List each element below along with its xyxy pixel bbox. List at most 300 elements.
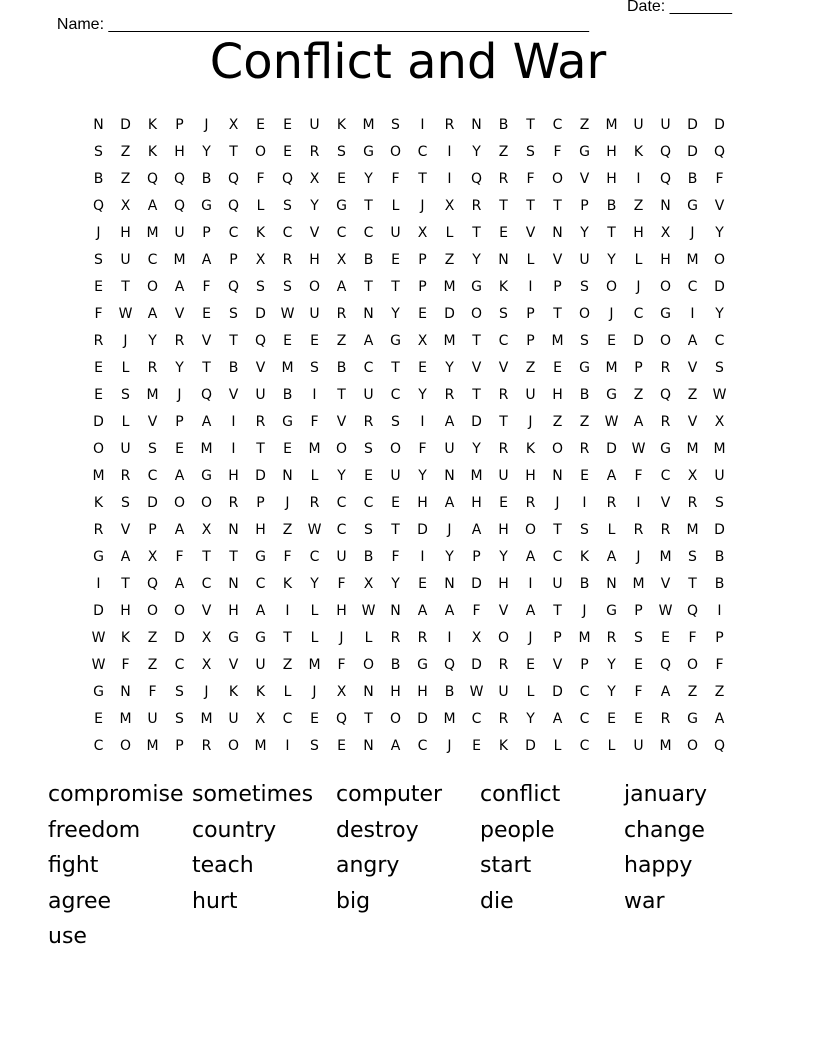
grid-cell[interactable]: C: [147, 468, 158, 484]
grid-cell[interactable]: U: [363, 387, 374, 403]
grid-cell[interactable]: U: [498, 684, 509, 700]
grid-cell[interactable]: G: [606, 387, 617, 403]
grid-cell[interactable]: M: [362, 117, 375, 133]
grid-cell[interactable]: G: [390, 333, 401, 349]
grid-cell[interactable]: S: [391, 414, 400, 430]
grid-cell[interactable]: H: [120, 603, 131, 619]
grid-cell[interactable]: C: [579, 738, 590, 754]
grid-cell[interactable]: E: [418, 360, 427, 376]
grid-cell[interactable]: C: [417, 144, 428, 160]
grid-cell[interactable]: H: [174, 144, 185, 160]
grid-cell[interactable]: Q: [227, 171, 240, 187]
grid-cell[interactable]: E: [553, 360, 562, 376]
grid-cell[interactable]: B: [687, 171, 698, 187]
grid-cell[interactable]: R: [525, 495, 536, 511]
grid-cell[interactable]: R: [660, 414, 671, 430]
grid-cell[interactable]: L: [634, 252, 643, 268]
grid-cell[interactable]: P: [256, 495, 265, 511]
grid-cell[interactable]: E: [283, 333, 292, 349]
grid-cell[interactable]: Q: [254, 333, 267, 349]
grid-cell[interactable]: C: [93, 738, 104, 754]
grid-cell[interactable]: F: [310, 414, 319, 430]
grid-cell[interactable]: M: [686, 252, 699, 268]
grid-cell[interactable]: S: [148, 441, 157, 457]
grid-cell[interactable]: M: [470, 468, 483, 484]
grid-cell[interactable]: U: [120, 441, 131, 457]
grid-cell[interactable]: B: [579, 387, 590, 403]
grid-cell[interactable]: G: [336, 198, 347, 214]
grid-cell[interactable]: S: [175, 711, 184, 727]
grid-cell[interactable]: F: [715, 657, 724, 673]
grid-cell[interactable]: Z: [444, 252, 455, 268]
grid-cell[interactable]: C: [390, 387, 401, 403]
grid-cell[interactable]: S: [580, 333, 589, 349]
grid-cell[interactable]: J: [96, 225, 101, 241]
grid-cell[interactable]: E: [499, 225, 508, 241]
grid-cell[interactable]: R: [255, 414, 266, 430]
grid-cell[interactable]: O: [551, 441, 564, 457]
grid-cell[interactable]: T: [472, 225, 481, 241]
grid-cell[interactable]: N: [606, 576, 617, 592]
grid-cell[interactable]: R: [660, 711, 671, 727]
grid-cell[interactable]: E: [283, 441, 292, 457]
grid-cell[interactable]: P: [418, 279, 427, 295]
grid-cell[interactable]: E: [94, 711, 103, 727]
grid-cell[interactable]: E: [607, 711, 616, 727]
grid-cell[interactable]: M: [659, 738, 672, 754]
grid-cell[interactable]: U: [309, 117, 320, 133]
grid-cell[interactable]: I: [528, 279, 533, 295]
grid-cell[interactable]: Z: [633, 198, 644, 214]
grid-cell[interactable]: I: [447, 630, 452, 646]
grid-cell[interactable]: V: [174, 306, 185, 322]
grid-cell[interactable]: M: [605, 360, 618, 376]
grid-cell[interactable]: P: [202, 225, 211, 241]
grid-cell[interactable]: L: [310, 603, 319, 619]
grid-cell[interactable]: J: [420, 198, 425, 214]
grid-cell[interactable]: I: [447, 171, 452, 187]
grid-cell[interactable]: D: [714, 117, 725, 133]
grid-cell[interactable]: S: [391, 117, 400, 133]
grid-cell[interactable]: Y: [580, 225, 589, 241]
grid-cell[interactable]: R: [93, 333, 104, 349]
grid-cell[interactable]: R: [498, 657, 509, 673]
grid-cell[interactable]: U: [633, 738, 644, 754]
grid-cell[interactable]: A: [444, 495, 455, 511]
grid-cell[interactable]: I: [690, 306, 695, 322]
grid-cell[interactable]: N: [93, 117, 104, 133]
grid-cell[interactable]: V: [336, 414, 347, 430]
grid-cell[interactable]: X: [255, 252, 266, 268]
grid-cell[interactable]: R: [606, 630, 617, 646]
grid-cell[interactable]: E: [283, 117, 292, 133]
grid-cell[interactable]: M: [119, 711, 132, 727]
grid-cell[interactable]: T: [229, 333, 238, 349]
grid-cell[interactable]: O: [227, 738, 240, 754]
grid-cell[interactable]: M: [173, 252, 186, 268]
grid-cell[interactable]: V: [660, 495, 671, 511]
grid-cell[interactable]: Z: [525, 360, 536, 376]
grid-cell[interactable]: Y: [607, 684, 616, 700]
grid-cell[interactable]: Y: [202, 144, 211, 160]
grid-cell[interactable]: C: [147, 252, 158, 268]
grid-cell[interactable]: C: [336, 225, 347, 241]
grid-cell[interactable]: C: [552, 549, 563, 565]
grid-cell[interactable]: R: [660, 360, 671, 376]
grid-cell[interactable]: T: [391, 522, 400, 538]
grid-cell[interactable]: A: [174, 279, 185, 295]
grid-cell[interactable]: V: [201, 333, 212, 349]
grid-cell[interactable]: A: [714, 711, 725, 727]
grid-cell[interactable]: E: [607, 333, 616, 349]
grid-cell[interactable]: P: [553, 630, 562, 646]
grid-cell[interactable]: E: [418, 306, 427, 322]
grid-cell[interactable]: Y: [391, 306, 400, 322]
grid-cell[interactable]: R: [93, 522, 104, 538]
grid-cell[interactable]: E: [526, 657, 535, 673]
grid-cell[interactable]: Q: [713, 144, 726, 160]
grid-cell[interactable]: B: [201, 171, 212, 187]
grid-cell[interactable]: B: [228, 360, 239, 376]
grid-cell[interactable]: C: [363, 495, 374, 511]
grid-cell[interactable]: B: [93, 171, 104, 187]
grid-cell[interactable]: S: [175, 684, 184, 700]
grid-cell[interactable]: S: [364, 522, 373, 538]
grid-cell[interactable]: L: [283, 684, 292, 700]
grid-cell[interactable]: C: [579, 711, 590, 727]
grid-cell[interactable]: X: [147, 549, 158, 565]
grid-cell[interactable]: S: [283, 198, 292, 214]
grid-cell[interactable]: Q: [335, 711, 348, 727]
grid-cell[interactable]: F: [634, 468, 643, 484]
grid-cell[interactable]: Q: [659, 657, 672, 673]
grid-cell[interactable]: A: [525, 549, 536, 565]
grid-cell[interactable]: Z: [714, 684, 725, 700]
grid-cell[interactable]: J: [312, 684, 317, 700]
grid-cell[interactable]: Q: [470, 171, 483, 187]
grid-cell[interactable]: D: [255, 306, 266, 322]
grid-cell[interactable]: Y: [526, 711, 535, 727]
grid-cell[interactable]: D: [444, 306, 455, 322]
grid-cell[interactable]: U: [120, 252, 131, 268]
grid-cell[interactable]: M: [578, 630, 591, 646]
grid-cell[interactable]: T: [688, 576, 697, 592]
grid-cell[interactable]: A: [444, 603, 455, 619]
grid-cell[interactable]: F: [472, 603, 481, 619]
grid-cell[interactable]: P: [634, 360, 643, 376]
grid-cell[interactable]: F: [391, 549, 400, 565]
grid-cell[interactable]: L: [526, 684, 535, 700]
grid-cell[interactable]: T: [553, 522, 562, 538]
grid-cell[interactable]: M: [200, 441, 213, 457]
grid-cell[interactable]: A: [174, 468, 185, 484]
grid-cell[interactable]: O: [119, 738, 132, 754]
grid-cell[interactable]: D: [714, 279, 725, 295]
grid-cell[interactable]: G: [201, 198, 212, 214]
grid-cell[interactable]: O: [605, 279, 618, 295]
grid-cell[interactable]: X: [687, 468, 698, 484]
grid-cell[interactable]: D: [417, 522, 428, 538]
grid-cell[interactable]: E: [580, 468, 589, 484]
grid-cell[interactable]: T: [229, 549, 238, 565]
grid-cell[interactable]: C: [309, 549, 320, 565]
grid-cell[interactable]: L: [310, 468, 319, 484]
grid-cell[interactable]: C: [498, 333, 509, 349]
grid-cell[interactable]: Z: [633, 387, 644, 403]
grid-cell[interactable]: D: [93, 603, 104, 619]
grid-cell[interactable]: D: [606, 441, 617, 457]
grid-cell[interactable]: M: [308, 441, 321, 457]
grid-cell[interactable]: J: [285, 495, 290, 511]
grid-cell[interactable]: M: [200, 711, 213, 727]
grid-cell[interactable]: Q: [173, 171, 186, 187]
grid-cell[interactable]: M: [686, 441, 699, 457]
grid-cell[interactable]: V: [228, 657, 239, 673]
grid-cell[interactable]: S: [634, 630, 643, 646]
grid-cell[interactable]: P: [175, 414, 184, 430]
grid-cell[interactable]: D: [714, 522, 725, 538]
grid-cell[interactable]: F: [283, 549, 292, 565]
grid-cell[interactable]: S: [310, 360, 319, 376]
grid-cell[interactable]: R: [444, 387, 455, 403]
grid-cell[interactable]: Q: [200, 387, 213, 403]
grid-cell[interactable]: D: [174, 630, 185, 646]
grid-cell[interactable]: F: [256, 171, 265, 187]
grid-cell[interactable]: W: [604, 414, 619, 430]
grid-cell[interactable]: H: [498, 522, 509, 538]
grid-cell[interactable]: M: [308, 657, 321, 673]
grid-cell[interactable]: A: [660, 684, 671, 700]
grid-cell[interactable]: U: [336, 549, 347, 565]
grid-cell[interactable]: F: [175, 549, 184, 565]
grid-cell[interactable]: A: [417, 603, 428, 619]
grid-cell[interactable]: Q: [713, 738, 726, 754]
grid-cell[interactable]: V: [660, 576, 671, 592]
grid-cell[interactable]: I: [231, 414, 236, 430]
grid-cell[interactable]: W: [118, 306, 133, 322]
grid-cell[interactable]: N: [120, 684, 131, 700]
grid-cell[interactable]: L: [121, 414, 130, 430]
grid-cell[interactable]: D: [552, 684, 563, 700]
grid-cell[interactable]: E: [337, 171, 346, 187]
grid-cell[interactable]: M: [659, 549, 672, 565]
grid-cell[interactable]: R: [606, 495, 617, 511]
grid-cell[interactable]: R: [417, 630, 428, 646]
grid-cell[interactable]: R: [363, 414, 374, 430]
grid-cell[interactable]: A: [471, 522, 482, 538]
grid-cell[interactable]: P: [526, 333, 535, 349]
grid-cell[interactable]: J: [123, 333, 128, 349]
grid-cell[interactable]: T: [337, 387, 346, 403]
grid-cell[interactable]: H: [471, 495, 482, 511]
grid-cell[interactable]: Z: [552, 414, 563, 430]
grid-cell[interactable]: D: [417, 711, 428, 727]
grid-cell[interactable]: B: [714, 549, 725, 565]
grid-cell[interactable]: M: [254, 738, 267, 754]
grid-cell[interactable]: G: [282, 414, 293, 430]
grid-cell[interactable]: T: [418, 171, 427, 187]
grid-cell[interactable]: C: [363, 360, 374, 376]
grid-cell[interactable]: I: [447, 144, 452, 160]
grid-cell[interactable]: U: [714, 468, 725, 484]
grid-cell[interactable]: X: [336, 684, 347, 700]
grid-cell[interactable]: Y: [337, 468, 346, 484]
grid-cell[interactable]: J: [582, 603, 587, 619]
grid-cell[interactable]: R: [336, 306, 347, 322]
grid-cell[interactable]: A: [255, 603, 266, 619]
grid-cell[interactable]: B: [579, 576, 590, 592]
grid-cell[interactable]: R: [174, 333, 185, 349]
grid-cell[interactable]: U: [174, 225, 185, 241]
grid-cell[interactable]: O: [146, 279, 159, 295]
grid-cell[interactable]: S: [688, 549, 697, 565]
grid-cell[interactable]: G: [660, 306, 671, 322]
grid-cell[interactable]: L: [607, 522, 616, 538]
grid-cell[interactable]: L: [391, 198, 400, 214]
grid-cell[interactable]: D: [147, 495, 158, 511]
grid-cell[interactable]: N: [363, 306, 374, 322]
grid-cell[interactable]: I: [312, 387, 317, 403]
grid-cell[interactable]: H: [228, 603, 239, 619]
grid-cell[interactable]: X: [201, 657, 212, 673]
grid-cell[interactable]: H: [255, 522, 266, 538]
grid-cell[interactable]: Y: [445, 549, 454, 565]
grid-cell[interactable]: B: [363, 549, 374, 565]
grid-cell[interactable]: U: [390, 468, 401, 484]
grid-cell[interactable]: M: [146, 738, 159, 754]
grid-cell[interactable]: X: [255, 711, 266, 727]
grid-cell[interactable]: H: [606, 171, 617, 187]
grid-cell[interactable]: O: [146, 603, 159, 619]
grid-cell[interactable]: S: [364, 441, 373, 457]
grid-cell[interactable]: Q: [281, 171, 294, 187]
grid-cell[interactable]: Z: [579, 117, 590, 133]
grid-cell[interactable]: K: [120, 630, 131, 646]
grid-cell[interactable]: B: [444, 684, 455, 700]
grid-cell[interactable]: Y: [607, 252, 616, 268]
grid-cell[interactable]: Y: [445, 360, 454, 376]
grid-cell[interactable]: B: [282, 387, 293, 403]
grid-cell[interactable]: U: [228, 711, 239, 727]
grid-cell[interactable]: Y: [310, 198, 319, 214]
grid-cell[interactable]: Y: [364, 171, 373, 187]
grid-cell[interactable]: N: [498, 252, 509, 268]
grid-cell[interactable]: T: [499, 414, 508, 430]
grid-cell[interactable]: D: [471, 576, 482, 592]
grid-cell[interactable]: Q: [227, 198, 240, 214]
grid-cell[interactable]: X: [714, 414, 725, 430]
grid-cell[interactable]: A: [174, 522, 185, 538]
grid-cell[interactable]: I: [420, 414, 425, 430]
grid-cell[interactable]: L: [256, 198, 265, 214]
grid-cell[interactable]: E: [256, 117, 265, 133]
grid-cell[interactable]: Z: [120, 171, 131, 187]
grid-cell[interactable]: H: [228, 468, 239, 484]
grid-cell[interactable]: V: [147, 414, 158, 430]
grid-cell[interactable]: I: [717, 603, 722, 619]
grid-cell[interactable]: T: [202, 360, 211, 376]
grid-cell[interactable]: F: [202, 279, 211, 295]
grid-cell[interactable]: U: [309, 306, 320, 322]
grid-cell[interactable]: Z: [687, 387, 698, 403]
grid-cell[interactable]: Q: [173, 198, 186, 214]
grid-cell[interactable]: P: [553, 279, 562, 295]
grid-cell[interactable]: X: [417, 225, 428, 241]
grid-cell[interactable]: X: [201, 630, 212, 646]
grid-cell[interactable]: K: [336, 117, 347, 133]
grid-cell[interactable]: T: [553, 306, 562, 322]
grid-cell[interactable]: T: [472, 387, 481, 403]
grid-cell[interactable]: K: [525, 441, 536, 457]
grid-cell[interactable]: S: [715, 360, 724, 376]
grid-cell[interactable]: R: [390, 630, 401, 646]
grid-cell[interactable]: H: [498, 576, 509, 592]
grid-cell[interactable]: A: [201, 414, 212, 430]
grid-cell[interactable]: I: [96, 576, 101, 592]
grid-cell[interactable]: H: [552, 387, 563, 403]
grid-cell[interactable]: O: [200, 495, 213, 511]
grid-cell[interactable]: J: [447, 738, 452, 754]
grid-cell[interactable]: T: [391, 360, 400, 376]
grid-cell[interactable]: B: [390, 657, 401, 673]
grid-cell[interactable]: N: [228, 522, 239, 538]
grid-cell[interactable]: O: [335, 441, 348, 457]
grid-cell[interactable]: Q: [659, 171, 672, 187]
grid-cell[interactable]: V: [309, 225, 320, 241]
grid-cell[interactable]: W: [361, 603, 376, 619]
grid-cell[interactable]: M: [686, 522, 699, 538]
grid-cell[interactable]: Y: [310, 576, 319, 592]
grid-cell[interactable]: Y: [391, 576, 400, 592]
grid-cell[interactable]: N: [228, 576, 239, 592]
grid-cell[interactable]: A: [147, 306, 158, 322]
grid-cell[interactable]: D: [471, 657, 482, 673]
grid-cell[interactable]: O: [362, 657, 375, 673]
grid-cell[interactable]: Q: [686, 603, 699, 619]
grid-cell[interactable]: E: [94, 279, 103, 295]
grid-cell[interactable]: F: [391, 171, 400, 187]
grid-cell[interactable]: F: [337, 576, 346, 592]
grid-cell[interactable]: R: [498, 441, 509, 457]
grid-cell[interactable]: J: [528, 630, 533, 646]
grid-cell[interactable]: A: [336, 279, 347, 295]
grid-cell[interactable]: A: [444, 414, 455, 430]
grid-cell[interactable]: T: [526, 198, 535, 214]
grid-cell[interactable]: S: [526, 144, 535, 160]
grid-cell[interactable]: N: [471, 117, 482, 133]
grid-cell[interactable]: N: [282, 468, 293, 484]
grid-cell[interactable]: E: [499, 495, 508, 511]
grid-cell[interactable]: V: [552, 252, 563, 268]
grid-cell[interactable]: J: [555, 495, 560, 511]
grid-cell[interactable]: O: [470, 306, 483, 322]
grid-cell[interactable]: D: [633, 333, 644, 349]
grid-cell[interactable]: S: [256, 279, 265, 295]
grid-cell[interactable]: R: [309, 495, 320, 511]
grid-cell[interactable]: F: [715, 171, 724, 187]
grid-cell[interactable]: G: [255, 630, 266, 646]
grid-cell[interactable]: H: [120, 225, 131, 241]
grid-cell[interactable]: U: [552, 576, 563, 592]
grid-cell[interactable]: G: [93, 549, 104, 565]
grid-cell[interactable]: I: [582, 495, 587, 511]
grid-cell[interactable]: E: [391, 252, 400, 268]
grid-cell[interactable]: Z: [147, 630, 158, 646]
grid-cell[interactable]: Y: [175, 360, 184, 376]
grid-cell[interactable]: O: [173, 495, 186, 511]
grid-cell[interactable]: A: [363, 333, 374, 349]
grid-cell[interactable]: V: [498, 360, 509, 376]
